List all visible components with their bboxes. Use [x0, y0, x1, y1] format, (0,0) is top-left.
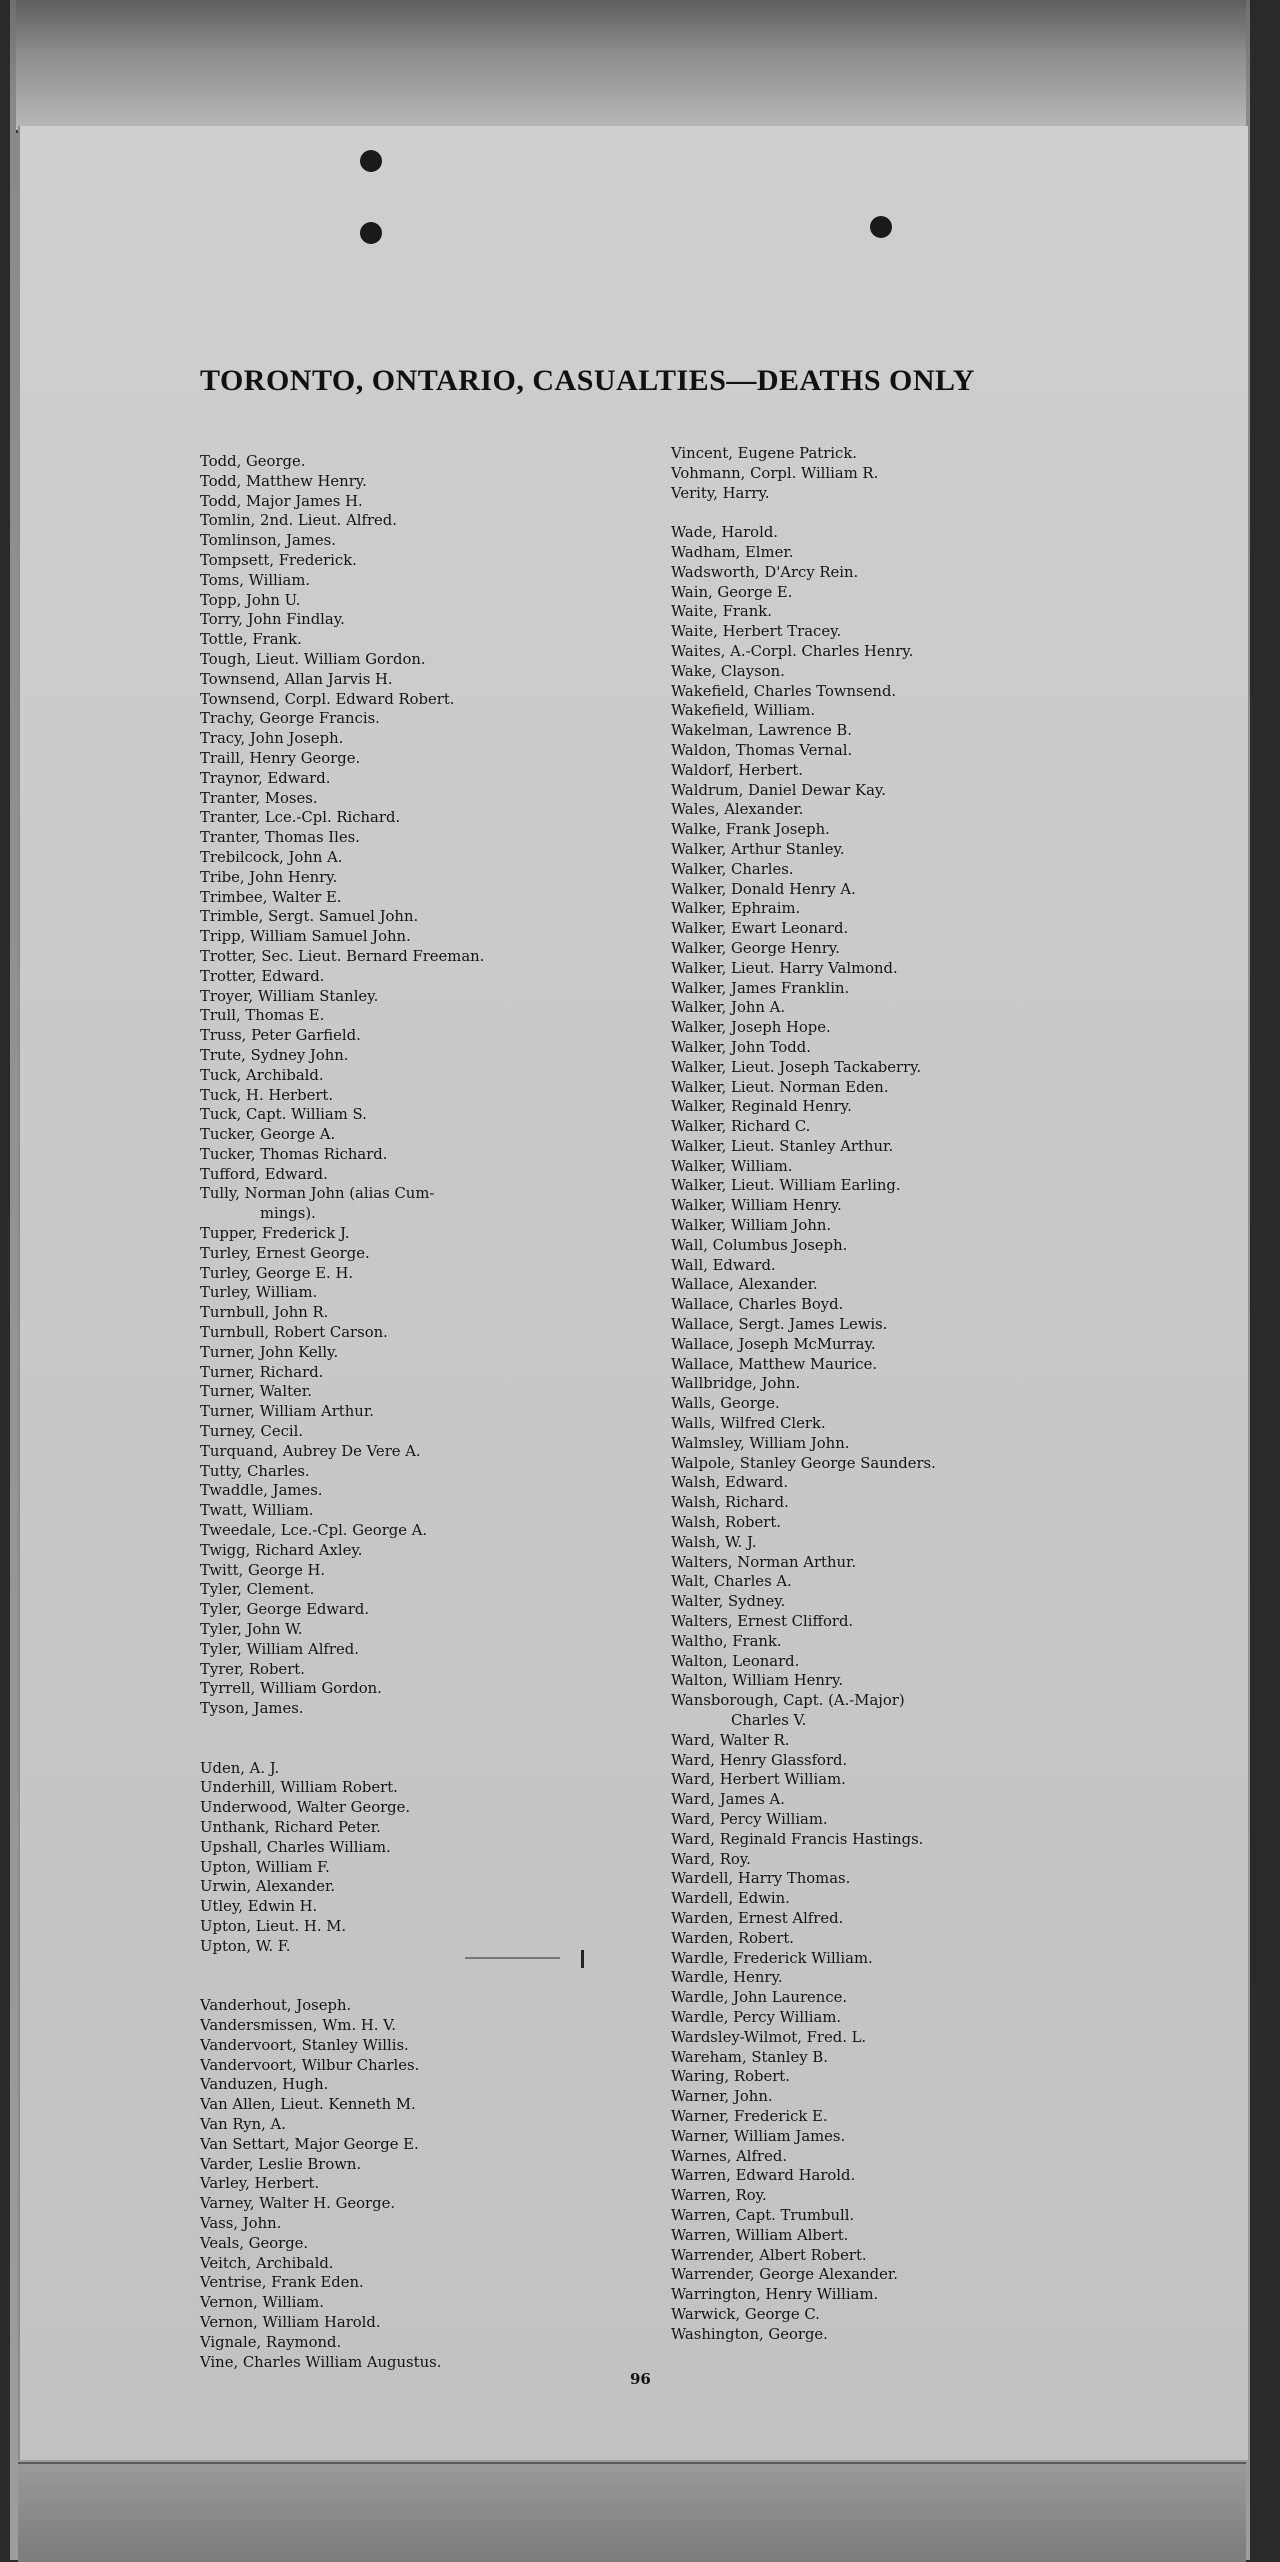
- casualty-entry: Van Settart, Major George E.: [200, 2135, 419, 2153]
- casualty-entry: Wansborough, Capt. (A.-Major): [671, 1692, 905, 1710]
- casualty-entry: Wallace, Alexander.: [671, 1276, 818, 1294]
- casualty-entry: Walke, Frank Joseph.: [671, 821, 830, 839]
- casualty-entry: Toms, William.: [200, 571, 311, 589]
- casualty-entry: Vignale, Raymond.: [200, 2333, 342, 2351]
- casualty-entry: Walker, Lieut. Joseph Tackaberry.: [671, 1058, 922, 1076]
- casualty-entry: Warrender, George Alexander.: [671, 2266, 899, 2284]
- casualty-entry: Warner, John.: [671, 2088, 773, 2106]
- casualty-entry: Wardell, Edwin.: [671, 1890, 790, 1908]
- casualty-entry: Waldrum, Daniel Dewar Kay.: [671, 781, 886, 799]
- casualty-entry: Trimbee, Walter E.: [200, 888, 342, 906]
- casualty-entry: Turnbull, Robert Carson.: [200, 1324, 388, 1342]
- punch-hole-icon: [360, 150, 382, 172]
- casualty-entry: Wain, George E.: [671, 583, 793, 601]
- bottom-binding-strip: [18, 2462, 1246, 2562]
- casualty-entry: Twigg, Richard Axley.: [200, 1541, 363, 1559]
- casualty-entry: Vincent, Eugene Patrick.: [671, 445, 857, 462]
- spacer: [200, 1957, 660, 1977]
- casualty-entry: Walker, Charles.: [671, 860, 794, 878]
- casualty-entry: Wallbridge, John.: [671, 1375, 801, 1393]
- casualty-entry: Walton, Leonard.: [671, 1652, 800, 1670]
- casualty-entry: Upton, Lieut. H. M.: [200, 1917, 347, 1935]
- casualty-entry: Wake, Clayson.: [671, 662, 785, 680]
- casualty-entry: Warren, Edward Harold.: [671, 2167, 856, 2185]
- casualty-entry: Trimble, Sergt. Samuel John.: [200, 908, 419, 926]
- casualty-entry: Walter, Sydney.: [671, 1593, 786, 1611]
- right-name-column: [671, 444, 1231, 2345]
- casualty-entry: Tompsett, Frederick.: [200, 551, 357, 569]
- casualty-entry: Warrington, Henry William.: [671, 2286, 879, 2304]
- page-title: TORONTO, ONTARIO, CASUALTIES—DEATHS ONLY: [200, 364, 975, 397]
- casualty-entry: Vanduzen, Hugh.: [200, 2076, 329, 2094]
- casualty-entry: Waites, A.-Corpl. Charles Henry.: [671, 642, 914, 660]
- casualty-entry: Tyler, Clement.: [200, 1581, 315, 1599]
- casualty-entry: Trotter, Edward.: [200, 967, 325, 985]
- casualty-entry: Varley, Herbert.: [200, 2175, 320, 2193]
- casualty-entry: Tucker, Thomas Richard.: [200, 1145, 388, 1163]
- casualty-entry: Waldon, Thomas Vernal.: [671, 741, 853, 759]
- casualty-entry: Tranter, Thomas Iles.: [200, 829, 360, 847]
- casualty-entry: Charles V.: [731, 1712, 807, 1729]
- casualty-entry: Walsh, Robert.: [671, 1514, 782, 1532]
- casualty-entry: Uden, A. J.: [200, 1759, 280, 1777]
- casualty-entry: Warden, Ernest Alfred.: [671, 1909, 844, 1927]
- left-name-column: [200, 452, 660, 2372]
- casualty-entry: Walker, Richard C.: [671, 1118, 811, 1136]
- casualty-entry: Warner, William James.: [671, 2127, 846, 2145]
- casualty-entry: Tweedale, Lce.-Cpl. George A.: [200, 1522, 428, 1540]
- casualty-entry: Turner, John Kelly.: [200, 1343, 339, 1361]
- casualty-entry: Trotter, Sec. Lieut. Bernard Freeman.: [200, 947, 485, 965]
- divider-line: [465, 1957, 560, 1959]
- casualty-entry: Vanderhout, Joseph.: [200, 1997, 352, 2015]
- casualty-entry: Wallace, Charles Boyd.: [671, 1296, 844, 1314]
- casualty-entry: Walker, Lieut. Stanley Arthur.: [671, 1137, 894, 1155]
- casualty-entry: Trachy, George Francis.: [200, 710, 380, 728]
- casualty-entry: Vass, John.: [200, 2214, 282, 2232]
- casualty-entry: Walt, Charles A.: [671, 1573, 792, 1591]
- casualty-entry: Todd, George.: [200, 453, 306, 470]
- casualty-entry: Tough, Lieut. William Gordon.: [200, 650, 426, 668]
- casualty-entry: Veitch, Archibald.: [200, 2254, 334, 2272]
- casualty-entry: Wardle, Percy William.: [671, 2008, 842, 2026]
- casualty-entry: Tyler, William Alfred.: [200, 1640, 359, 1658]
- casualty-entry: Wakelman, Lawrence B.: [671, 722, 852, 740]
- casualty-entry: Waite, Herbert Tracey.: [671, 623, 842, 641]
- casualty-entry: Warnes, Alfred.: [671, 2147, 788, 2165]
- casualty-entry: Walsh, W. J.: [671, 1533, 757, 1551]
- casualty-entry: Wall, Edward.: [671, 1256, 776, 1274]
- casualty-entry: Ward, Henry Glassford.: [671, 1751, 848, 1769]
- casualty-entry: Tranter, Lce.-Cpl. Richard.: [200, 809, 401, 827]
- casualty-entry: Truss, Peter Garfield.: [200, 1027, 361, 1045]
- casualty-entry: Walters, Norman Arthur.: [671, 1553, 857, 1571]
- casualty-entry: Wardell, Harry Thomas.: [671, 1870, 851, 1888]
- casualty-entry: Tutty, Charles.: [200, 1462, 310, 1480]
- casualty-entry: Todd, Matthew Henry.: [200, 472, 367, 490]
- casualty-entry: Warrender, Albert Robert.: [671, 2246, 867, 2264]
- casualty-entry: Waite, Frank.: [671, 603, 772, 621]
- casualty-entry: Walker, John Todd.: [671, 1038, 811, 1056]
- casualty-entry: Wardle, Henry.: [671, 1969, 783, 1987]
- casualty-entry: Wardle, Frederick William.: [671, 1949, 873, 1967]
- casualty-entry: Walker, Lieut. Harry Valmond.: [671, 959, 898, 977]
- casualty-entry: Vandervoort, Stanley Willis.: [200, 2036, 409, 2054]
- casualty-entry: Warren, Capt. Trumbull.: [671, 2206, 855, 2224]
- casualty-entry: Verity, Harry.: [671, 484, 770, 502]
- casualty-entry: Walsh, Edward.: [671, 1474, 789, 1492]
- casualty-entry: Walls, George.: [671, 1395, 780, 1413]
- casualty-entry: Upton, William F.: [200, 1858, 330, 1876]
- casualty-entry: Townsend, Corpl. Edward Robert.: [200, 690, 455, 708]
- casualty-entry: Walker, Lieut. Norman Eden.: [671, 1078, 889, 1096]
- casualty-entry: Unthank, Richard Peter.: [200, 1818, 381, 1836]
- casualty-entry: Tribe, John Henry.: [200, 868, 338, 886]
- spacer: [200, 1976, 660, 1996]
- casualty-entry: Trute, Sydney John.: [200, 1046, 349, 1064]
- casualty-entry: Van Allen, Lieut. Kenneth M.: [200, 2096, 416, 2114]
- casualty-entry: Turney, Cecil.: [200, 1423, 304, 1441]
- casualty-entry: Warren, Roy.: [671, 2187, 767, 2205]
- casualty-entry: Wallace, Sergt. James Lewis.: [671, 1316, 888, 1334]
- folded-top-edge: [16, 0, 1246, 133]
- casualty-entry: Walker, William.: [671, 1157, 793, 1175]
- casualty-entry: Torry, John Findlay.: [200, 611, 345, 629]
- casualty-entry: Walker, John A.: [671, 999, 786, 1017]
- casualty-entry: Wales, Alexander.: [671, 801, 804, 819]
- casualty-entry: Wall, Columbus Joseph.: [671, 1236, 848, 1254]
- casualty-entry: Upton, W. F.: [200, 1937, 291, 1955]
- casualty-entry: Tranter, Moses.: [200, 789, 318, 807]
- casualty-entry: Wareham, Stanley B.: [671, 2048, 828, 2066]
- casualty-entry: Waldorf, Herbert.: [671, 761, 803, 779]
- casualty-entry: Tyler, George Edward.: [200, 1601, 370, 1619]
- casualty-entry: Turner, Walter.: [200, 1383, 312, 1401]
- casualty-entry: Turley, George E. H.: [200, 1264, 354, 1282]
- casualty-entry: Tuck, Archibald.: [200, 1066, 324, 1084]
- casualty-entry: Walton, William Henry.: [671, 1672, 844, 1690]
- casualty-entry: Wakefield, Charles Townsend.: [671, 682, 897, 700]
- casualty-entry: Van Ryn, A.: [200, 2115, 286, 2133]
- casualty-entry: Wade, Harold.: [671, 524, 778, 542]
- casualty-entry: Walker, William John.: [671, 1217, 832, 1235]
- casualty-entry: Warner, Frederick E.: [671, 2107, 828, 2125]
- casualty-entry: Veals, George.: [200, 2234, 309, 2252]
- casualty-entry: Ventrise, Frank Eden.: [200, 2274, 364, 2292]
- casualty-entry: Turner, William Arthur.: [200, 1403, 374, 1421]
- casualty-entry: Twatt, William.: [200, 1502, 314, 1520]
- casualty-entry: Warwick, George C.: [671, 2305, 820, 2323]
- casualty-entry: Ward, Reginald Francis Hastings.: [671, 1830, 924, 1848]
- casualty-entry: Tyrer, Robert.: [200, 1660, 305, 1678]
- casualty-entry: Walker, Joseph Hope.: [671, 1019, 831, 1037]
- casualty-entry: Vernon, William Harold.: [200, 2313, 381, 2331]
- casualty-entry: Wadsworth, D'Arcy Rein.: [671, 563, 859, 581]
- casualty-entry: Troyer, William Stanley.: [200, 987, 379, 1005]
- casualty-entry: Traill, Henry George.: [200, 749, 361, 767]
- casualty-entry: Walsh, Richard.: [671, 1494, 789, 1512]
- casualty-entry: Ward, Walter R.: [671, 1731, 790, 1749]
- casualty-entry: Vandervoort, Wilbur Charles.: [200, 2056, 420, 2074]
- casualty-entry: Tottle, Frank.: [200, 631, 302, 649]
- casualty-entry: Tucker, George A.: [200, 1126, 336, 1144]
- casualty-entry: Tracy, John Joseph.: [200, 730, 344, 748]
- casualty-entry: Tupper, Frederick J.: [200, 1225, 350, 1243]
- spacer: [671, 503, 1231, 523]
- divider-tick: [581, 1950, 584, 1968]
- casualty-entry: Walters, Ernest Clifford.: [671, 1613, 854, 1631]
- casualty-entry: Walker, Donald Henry A.: [671, 880, 856, 898]
- casualty-entry: Utley, Edwin H.: [200, 1898, 318, 1916]
- casualty-entry: Twitt, George H.: [200, 1561, 326, 1579]
- casualty-entry: Ward, Herbert William.: [671, 1771, 846, 1789]
- casualty-entry: Twaddle, James.: [200, 1482, 323, 1500]
- casualty-entry: Turley, William.: [200, 1284, 318, 1302]
- casualty-entry: Walmsley, William John.: [671, 1434, 850, 1452]
- casualty-entry: Wakefield, William.: [671, 702, 816, 720]
- casualty-entry: Wallace, Joseph McMurray.: [671, 1335, 876, 1353]
- casualty-entry: Walpole, Stanley George Saunders.: [671, 1454, 936, 1472]
- spacer: [200, 1739, 660, 1759]
- casualty-entry: Walls, Wilfred Clerk.: [671, 1415, 826, 1433]
- casualty-entry: Turley, Ernest George.: [200, 1244, 370, 1262]
- casualty-entry: Tyson, James.: [200, 1700, 304, 1718]
- casualty-entry: Wardsley-Wilmot, Fred. L.: [671, 2028, 867, 2046]
- casualty-entry: Varder, Leslie Brown.: [200, 2155, 362, 2173]
- casualty-entry: Ward, James A.: [671, 1791, 785, 1809]
- casualty-entry: Tufford, Edward.: [200, 1165, 328, 1183]
- punch-hole-icon: [360, 222, 382, 244]
- casualty-entry: Turnbull, John R.: [200, 1304, 329, 1322]
- casualty-entry: Tuck, Capt. William S.: [200, 1106, 367, 1124]
- casualty-entry: Waring, Robert.: [671, 2068, 790, 2086]
- casualty-entry: Todd, Major James H.: [200, 492, 363, 510]
- casualty-entry: Vohmann, Corpl. William R.: [671, 464, 879, 482]
- casualty-entry: mings).: [260, 1205, 316, 1223]
- casualty-entry: Walker, Ewart Leonard.: [671, 920, 849, 938]
- casualty-entry: Vandersmissen, Wm. H. V.: [200, 2016, 396, 2034]
- casualty-entry: Traynor, Edward.: [200, 769, 331, 787]
- casualty-entry: Underhill, William Robert.: [200, 1779, 398, 1797]
- casualty-entry: Tripp, William Samuel John.: [200, 928, 411, 946]
- casualty-entry: Ward, Percy William.: [671, 1810, 828, 1828]
- casualty-entry: Townsend, Allan Jarvis H.: [200, 670, 393, 688]
- casualty-entry: Vernon, William.: [200, 2294, 324, 2312]
- punch-hole-icon: [870, 216, 892, 238]
- casualty-entry: Trebilcock, John A.: [200, 848, 343, 866]
- casualty-entry: Vine, Charles William Augustus.: [200, 2353, 442, 2371]
- casualty-entry: Ward, Roy.: [671, 1850, 751, 1868]
- spacer: [200, 1719, 660, 1739]
- casualty-entry: Walker, Reginald Henry.: [671, 1098, 852, 1116]
- casualty-entry: Walker, William Henry.: [671, 1197, 842, 1215]
- casualty-entry: Warden, Robert.: [671, 1929, 794, 1947]
- casualty-entry: Underwood, Walter George.: [200, 1799, 411, 1817]
- casualty-entry: Wadham, Elmer.: [671, 543, 794, 561]
- casualty-entry: Tomlin, 2nd. Lieut. Alfred.: [200, 512, 397, 530]
- casualty-entry: Urwin, Alexander.: [200, 1878, 336, 1896]
- casualty-entry: Upshall, Charles William.: [200, 1838, 391, 1856]
- casualty-entry: Tomlinson, James.: [200, 532, 336, 550]
- casualty-entry: Waltho, Frank.: [671, 1632, 782, 1650]
- casualty-entry: Walker, Ephraim.: [671, 900, 801, 918]
- casualty-entry: Warren, William Albert.: [671, 2226, 849, 2244]
- casualty-entry: Wardle, John Laurence.: [671, 1989, 848, 2007]
- casualty-entry: Tuck, H. Herbert.: [200, 1086, 334, 1104]
- casualty-entry: Trull, Thomas E.: [200, 1007, 325, 1025]
- casualty-entry: Walker, James Franklin.: [671, 979, 850, 997]
- casualty-entry: Topp, John U.: [200, 591, 301, 609]
- casualty-entry: Turner, Richard.: [200, 1363, 324, 1381]
- casualty-entry: Washington, George.: [671, 2325, 828, 2343]
- casualty-entry: Walker, Arthur Stanley.: [671, 840, 845, 858]
- casualty-entry: Turquand, Aubrey De Vere A.: [200, 1442, 421, 1460]
- casualty-entry: Tyler, John W.: [200, 1621, 303, 1639]
- casualty-entry: Walker, George Henry.: [671, 939, 840, 957]
- casualty-entry: Varney, Walter H. George.: [200, 2195, 396, 2213]
- casualty-entry: Walker, Lieut. William Earling.: [671, 1177, 901, 1195]
- casualty-entry: Tyrrell, William Gordon.: [200, 1680, 382, 1698]
- casualty-entry: Wallace, Matthew Maurice.: [671, 1355, 878, 1373]
- casualty-entry: Tully, Norman John (alias Cum-: [200, 1185, 435, 1203]
- page-number: 96: [630, 2370, 651, 2388]
